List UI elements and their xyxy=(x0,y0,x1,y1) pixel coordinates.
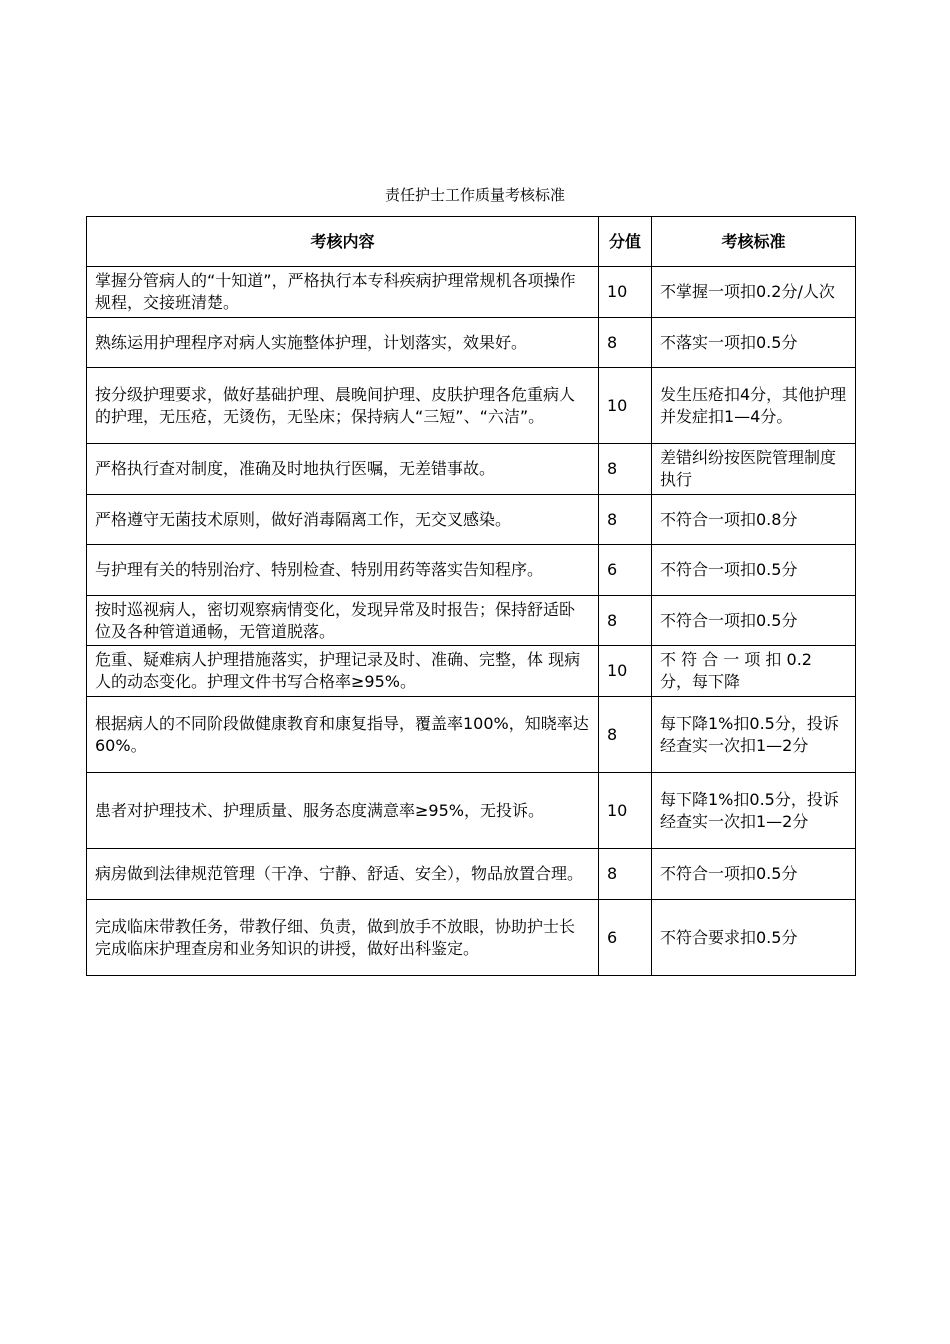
row-standard: 发生压疮扣4分，其他护理并发症扣1—4分。 xyxy=(652,368,856,444)
assessment-table xyxy=(86,216,856,976)
table-row xyxy=(87,495,856,545)
row-standard: 不符合一项扣0.5分 xyxy=(652,849,856,900)
table-row xyxy=(87,444,856,495)
row-content: 掌握分管病人的“十知道”，严格执行本专科疾病护理常规机各项操作规程，交接班清楚。 xyxy=(87,267,599,318)
row-content: 按时巡视病人，密切观察病情变化，发现异常及时报告；保持舒适卧位及各种管道通畅，无管道脱落。 xyxy=(87,596,599,646)
row-score: 6 xyxy=(599,545,652,596)
table-row xyxy=(87,267,856,318)
row-score: 8 xyxy=(599,444,652,495)
row-score: 10 xyxy=(599,646,652,697)
row-score: 10 xyxy=(599,773,652,849)
row-standard: 差错纠纷按医院管理制度执行 xyxy=(652,444,856,495)
row-score: 6 xyxy=(599,900,652,976)
row-content: 完成临床带教任务，带教仔细、负责，做到放手不放眼，协助护士长完成临床护理查房和业务知识的讲授，做好出科鉴定。 xyxy=(87,900,599,976)
table-row xyxy=(87,318,856,368)
row-content: 危重、疑难病人护理措施落实，护理记录及时、准确、完整，体 现病人的动态变化。护理文件书写合格率≥95%。 xyxy=(87,646,599,697)
row-standard: 不符合一项扣0.5分 xyxy=(652,596,856,646)
row-score: 8 xyxy=(599,697,652,773)
row-content: 按分级护理要求，做好基础护理、晨晚间护理、皮肤护理各危重病人的护理，无压疮，无烫伤，无坠床；保持病人“三短”、“六洁”。 xyxy=(87,368,599,444)
page-title: 责任护士工作质量考核标准 xyxy=(384,186,565,204)
table-row xyxy=(87,545,856,596)
row-score: 8 xyxy=(599,849,652,900)
table-row xyxy=(87,849,856,900)
table-row xyxy=(87,773,856,849)
row-content: 严格执行查对制度，准确及时地执行医嘱，无差错事故。 xyxy=(87,444,599,495)
table-row xyxy=(87,900,856,976)
row-score: 10 xyxy=(599,267,652,318)
table-row xyxy=(87,697,856,773)
row-content: 患者对护理技术、护理质量、服务态度满意率≥95%，无投诉。 xyxy=(87,773,599,849)
row-score: 10 xyxy=(599,368,652,444)
row-standard: 不符合一项扣0.8分 xyxy=(652,495,856,545)
header-score: 分值 xyxy=(599,217,652,267)
row-score: 8 xyxy=(599,596,652,646)
row-standard: 不符合要求扣0.5分 xyxy=(652,900,856,976)
row-content: 与护理有关的特别治疗、特别检查、特别用药等落实告知程序。 xyxy=(87,545,599,596)
row-content: 根据病人的不同阶段做健康教育和康复指导，覆盖率100%，知晓率达60%。 xyxy=(87,697,599,773)
row-score: 8 xyxy=(599,495,652,545)
row-content: 严格遵守无菌技术原则，做好消毒隔离工作，无交叉感染。 xyxy=(87,495,599,545)
table-row xyxy=(87,368,856,444)
row-standard: 不 符 合 一 项 扣 0.2 分，每下降 xyxy=(652,646,856,697)
table-row xyxy=(87,596,856,646)
table-row xyxy=(87,646,856,697)
row-standard: 不落实一项扣0.5分 xyxy=(652,318,856,368)
header-standard: 考核标准 xyxy=(652,217,856,267)
row-standard: 不掌握一项扣0.2分/人次 xyxy=(652,267,856,318)
header-content: 考核内容 xyxy=(87,217,599,267)
row-standard: 每下降1%扣0.5分，投诉经查实一次扣1—2分 xyxy=(652,773,856,849)
row-standard: 不符合一项扣0.5分 xyxy=(652,545,856,596)
row-content: 熟练运用护理程序对病人实施整体护理，计划落实，效果好。 xyxy=(87,318,599,368)
row-content: 病房做到法律规范管理（干净、宁静、舒适、安全），物品放置合理。 xyxy=(87,849,599,900)
row-score: 8 xyxy=(599,318,652,368)
table-header-row xyxy=(87,217,856,267)
row-standard: 每下降1%扣0.5分，投诉经查实一次扣1—2分 xyxy=(652,697,856,773)
